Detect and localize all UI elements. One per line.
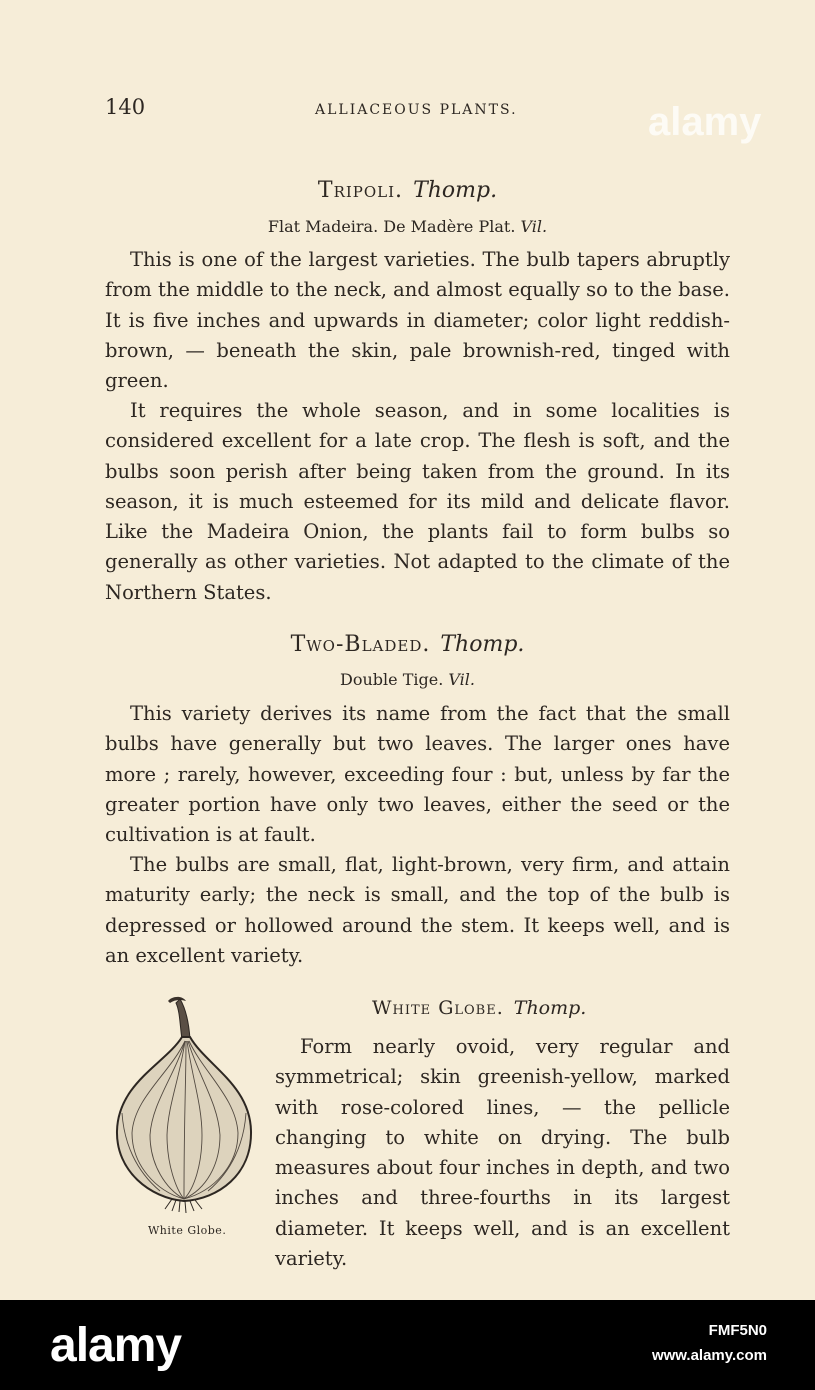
image-id: FMF5N0 <box>708 1322 767 1339</box>
synonyms-author: Vil. <box>448 670 475 689</box>
watermark-brand-mark: alamy <box>648 100 762 144</box>
section-author: Thomp. <box>440 632 525 657</box>
paragraph-tripoli-1: This is one of the largest varieties. The bulb tapers abruptly from the middle to the neck, and almost equally so to the base. It is five inches and upwards in diameter; color light reddish-brown, — beneath the skin, pale brownish-red, tinged with green. <box>105 248 730 393</box>
section-heading-two-bladed <box>0 632 815 657</box>
paragraph-tripoli-2: It requires the whole season, and in some localities is considered excellent for a late crop. The flesh is soft, and the bulbs soon perish after being taken from the ground. In its season, it is much esteemed for its mild and delicate flavor. Like the Madeira Onion, the plants fail to form bulbs so generally as other varieties. Not adapted to the climate of the Northern States. <box>105 399 730 604</box>
paragraph-white-globe-1: Form nearly ovoid, very regular and symmetrical; skin greenish-yellow, marked with rose-colored lines, — the pellicle changing to white on drying. The bulb measures about four inches in depth, and two inches and three-fourths in its largest diameter. It keeps well, and is an excellent variety. <box>275 1035 730 1271</box>
section-author: Thomp. <box>413 178 498 203</box>
running-head: ALLIACEOUS PLANTS. <box>315 102 518 118</box>
paragraph-two-bladed-2: The bulbs are small, flat, light-brown, very firm, and attain maturity early; the neck is small, and the top of the bulb is depressed or hollowed around the stem. It keeps well, and is an excellent variety. <box>105 853 730 967</box>
section-title: Two-Bladed. <box>290 632 431 657</box>
section-title: White Globe. <box>372 997 504 1019</box>
synonyms-author: Vil. <box>520 217 548 236</box>
synonyms-text: Flat Madeira. De Madère Plat. <box>267 217 516 236</box>
alamy-logo: alamy <box>50 1319 182 1372</box>
section-synonyms-two-bladed <box>0 670 815 689</box>
section-author: Thomp. <box>513 997 587 1019</box>
site-url: www.alamy.com <box>651 1347 767 1364</box>
section-title: Tripoli. <box>317 178 404 203</box>
section-heading-tripoli <box>0 178 815 203</box>
paragraph-two-bladed-1: This variety derives its name from the fact that the small bulbs have generally but two leaves. The larger ones have more ; rarely, however, exceeding four : but, unless by far the greater portion have only two leaves, either the seed or the cultivation is at fault. <box>105 702 730 847</box>
section-heading-white-globe <box>372 997 586 1019</box>
figure-caption: White Globe. <box>148 1224 227 1237</box>
page-number: 140 <box>105 95 146 119</box>
section-synonyms-tripoli <box>0 217 815 236</box>
synonyms-text: Double Tige. <box>340 670 444 689</box>
onion-illustration-icon <box>110 993 260 1215</box>
